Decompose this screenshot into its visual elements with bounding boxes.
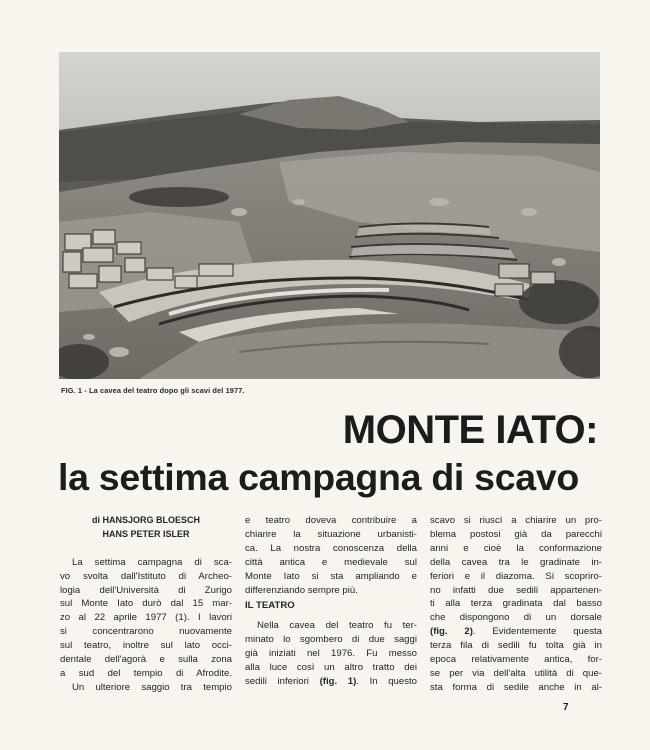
text-line: a sud del tempio di Afrodite.	[60, 667, 232, 679]
page-number: 7	[563, 702, 569, 713]
text-line: logia dell'Università di Zurigo	[60, 584, 232, 596]
text-line	[430, 625, 602, 639]
text-line: alla luce così un altro tratto dei	[245, 662, 417, 674]
text-fragment: sedili inferiori	[245, 675, 320, 687]
text-line: epoca relativamente antica, for-	[430, 654, 602, 666]
text-line: zo al 22 aprile 1977 (1). I lavori	[60, 612, 232, 624]
text-line: sta forma di sedile anche in al-	[430, 681, 602, 693]
text-line: se per via dell'alta utilità di que-	[430, 667, 602, 679]
text-line: che dispongono di un dorsale	[430, 612, 602, 624]
text-fragment: . Evidentemente questa	[472, 626, 602, 638]
text-line: città antica e medievale sul	[245, 556, 417, 568]
text-line: sul teatro, inoltre sul lato occi-	[60, 640, 232, 652]
text-line: Monte Iato si sta ampliando e	[245, 570, 417, 582]
text-fragment: . In questo	[356, 675, 417, 687]
text-line: ti alla terza gradinata dal basso	[430, 598, 602, 610]
author-byline-2: HANS PETER ISLER	[102, 528, 190, 539]
text-column-2	[245, 514, 417, 689]
article-title-line1: MONTE IATO:	[342, 408, 598, 452]
text-line: anni e cioè la conformazione	[430, 542, 602, 554]
text-line: già iniziati nel 1976. Fu messo	[245, 648, 417, 660]
text-line: chiarire la situazione urbanisti-	[245, 528, 417, 540]
text-line: differenziando sempre più.	[245, 584, 358, 596]
text-line	[245, 675, 417, 689]
text-line: Nella cavea del teatro fu ter-	[257, 620, 417, 632]
text-column-1	[60, 514, 232, 695]
text-line: minato lo sgombero di due saggi	[245, 634, 417, 646]
text-line: ca. La nostra conoscenza della	[245, 542, 417, 554]
text-line: scavo si riuscì a chiarire un pro-	[430, 515, 602, 526]
text-line: La settima campagna di sca-	[72, 556, 232, 568]
author-byline-1: di HANSJORG BLOESCH	[91, 515, 200, 525]
text-line: si concentrarono nuovamente	[60, 626, 232, 638]
figure-reference: (fig. 2)	[430, 626, 473, 638]
section-heading: IL TEATRO	[245, 600, 295, 612]
text-line: feriori e il diazoma. Si scopriro-	[430, 570, 602, 582]
text-line: della cavea tra le gradinate in-	[430, 556, 602, 568]
spacer	[60, 542, 232, 556]
text-column-3	[430, 514, 602, 695]
theatre-cavea-photo	[59, 52, 600, 379]
figure-caption: FIG. 1 - La cavea del teatro dopo gli scavi del 1977.	[61, 386, 245, 395]
text-line: Un ulteriore saggio tra tempio	[72, 681, 232, 693]
text-line: sul Monte Iato durò dal 15 mar-	[60, 598, 232, 610]
excavation-photo	[59, 52, 600, 379]
text-line: e teatro doveva contribuire a	[245, 515, 417, 526]
figure-reference: (fig. 1)	[319, 675, 357, 687]
article-title-line2: la settima campagna di scavo	[58, 456, 579, 498]
text-line: blema postosi già da parecchi	[430, 528, 602, 540]
text-line: no infatti due sedili appartenen-	[430, 584, 602, 596]
text-line: vo svolta dall'Istituto di Archeo-	[60, 570, 232, 582]
text-line: dentale dell'agorà e sulla zona	[60, 654, 232, 666]
text-line: terza fila di sedili fu tolta già in	[430, 640, 602, 652]
